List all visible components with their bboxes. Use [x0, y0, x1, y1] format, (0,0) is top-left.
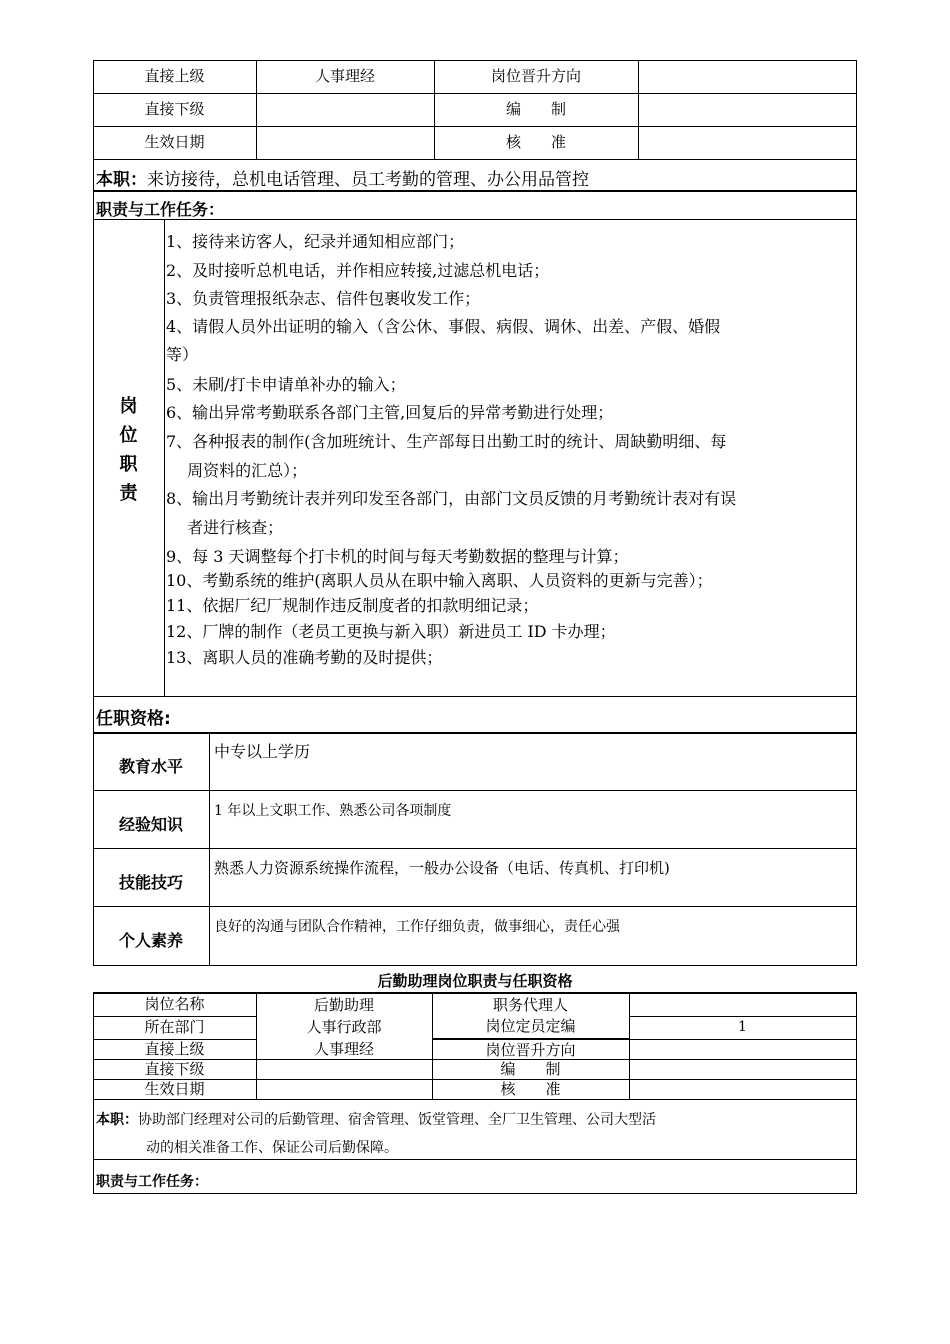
personal-quality-value: 良好的沟通与团队合作精神，工作仔细负责，做事细心，责任心强: [214, 919, 620, 935]
establishment-label: 编 制: [505, 100, 566, 118]
benzhi-line1: 协助部门经理对公司的后勤管理、宿舍管理、饭堂管理、全厂卫生管理、公司大型活: [138, 1112, 656, 1128]
superior-label-2: 直接上级: [144, 1040, 205, 1058]
establishment-label-2: 编 制: [500, 1060, 561, 1078]
duty-item: 1、接待来访客人，纪录并通知相应部门；: [166, 232, 465, 251]
duty-item: 4、请假人员外出证明的输入（含公休、事假、病假、调休、出差、产假、婚假: [166, 317, 721, 336]
duty-item: 11、依据厂纪厂规制作违反制度者的扣款明细记录；: [166, 596, 539, 615]
duties-header: 职责与工作任务：: [96, 200, 225, 219]
side-char: 责: [119, 483, 138, 504]
side-char: 位: [119, 425, 138, 446]
effective-date-label: 生效日期: [144, 133, 205, 151]
duty-item: 5、未刷/打卡申请单补办的输入；: [166, 375, 406, 394]
qualification-header: 任职资格:: [96, 709, 171, 729]
education-label: 教育水平: [118, 757, 183, 776]
side-char: 岗: [119, 396, 138, 417]
duty-item: 9、每 3 天调整每个打卡机的时间与每天考勤数据的整理与计算；: [166, 547, 629, 566]
approval-label-2: 核 准: [500, 1080, 561, 1098]
duty-item: 等）: [166, 345, 199, 364]
duty-item: 2、及时接听总机电话，并作相应转接,过滤总机电话；: [166, 261, 550, 280]
section-title: 后勤助理岗位职责与任职资格: [377, 972, 573, 990]
benzhi-line2: 动的相关准备工作、保证公司后勤保障。: [146, 1140, 398, 1156]
duty-item: 10、考勤系统的维护(离职人员从在职中输入离职、人员资料的更新与完善）；: [166, 571, 713, 590]
experience-label: 经验知识: [118, 815, 183, 834]
duty-item: 13、离职人员的准确考勤的及时提供；: [166, 648, 443, 667]
superior-label: 直接上级: [144, 67, 205, 85]
duty-item: 周资料的汇总）；: [166, 461, 308, 480]
superior-value-2: 人事理经: [313, 1040, 374, 1058]
department-value: 人事行政部: [306, 1018, 382, 1036]
headcount-label: 岗位定员定编: [485, 1017, 576, 1035]
duty-item: 7、各种报表的制作(含加班统计、生产部每日出勤工时的统计、周缺勤明细、每: [166, 432, 727, 451]
subordinate-label: 直接下级: [144, 100, 205, 118]
side-char: 职: [119, 454, 138, 475]
superior-value: 人事理经: [314, 67, 375, 85]
promotion-label-2: 岗位晋升方向: [485, 1041, 576, 1059]
experience-value: 1 年以上文职工作、熟悉公司各项制度: [214, 803, 452, 819]
duty-item: 者进行核查；: [166, 518, 284, 537]
benzhi-row-2: [96, 1110, 656, 1130]
effective-date-label-2: 生效日期: [144, 1080, 205, 1098]
deputy-label: 职务代理人: [492, 996, 568, 1014]
position-name-label: 岗位名称: [144, 995, 205, 1013]
department-label: 所在部门: [144, 1018, 205, 1036]
duty-item: 6、输出异常考勤联系各部门主管,回复后的异常考勤进行处理；: [166, 403, 614, 422]
education-value: 中专以上学历: [214, 742, 311, 761]
skills-label: 技能技巧: [118, 873, 183, 892]
duty-item: 12、厂牌的制作（老员工更换与新入职）新进员工 ID 卡办理；: [166, 622, 616, 641]
promotion-label: 岗位晋升方向: [490, 67, 581, 85]
personal-quality-label: 个人素养: [118, 931, 183, 950]
duty-side-label: [93, 392, 164, 508]
skills-value: 熟悉人力资源系统操作流程，一般办公设备（电话、传真机、打印机): [214, 859, 670, 877]
position-name-value: 后勤助理: [313, 996, 374, 1014]
duty-item: 8、输出月考勤统计表并列印发至各部门，由部门文员反馈的月考勤统计表对有误: [166, 489, 737, 508]
headcount-value: 1: [738, 1019, 747, 1035]
duty-item: 3、负责管理报纸杂志、信件包裹收发工作；: [166, 289, 481, 308]
approval-label: 核 准: [505, 133, 566, 151]
benzhi-label-2: 本职：: [96, 1112, 138, 1128]
subordinate-label-2: 直接下级: [144, 1060, 205, 1078]
duties-header-2: 职责与工作任务：: [96, 1174, 208, 1190]
benzhi-row: [96, 169, 589, 191]
benzhi-label: 本职：: [96, 170, 147, 190]
benzhi-text: 来访接待，总机电话管理、员工考勤的管理、办公用品管控: [147, 170, 589, 190]
